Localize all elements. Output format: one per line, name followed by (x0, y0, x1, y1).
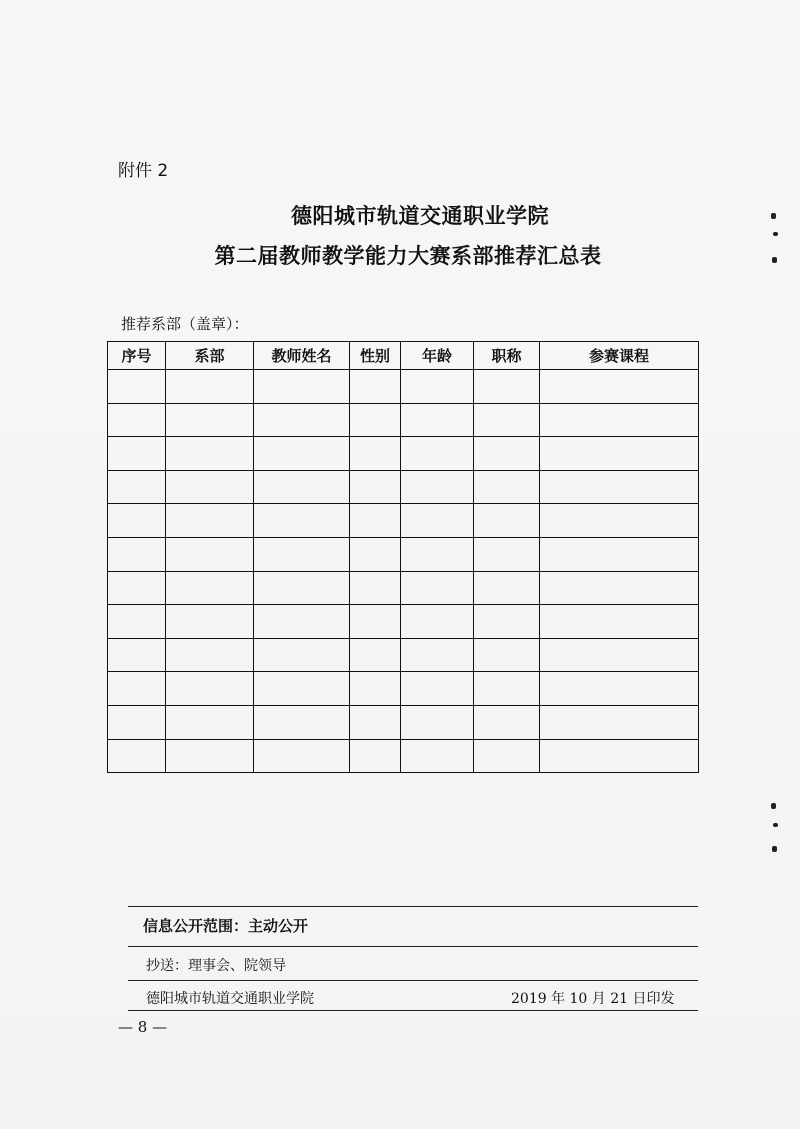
table-cell (166, 605, 254, 639)
header-course: 参赛课程 (540, 342, 699, 370)
table-cell (350, 504, 401, 538)
table-cell (350, 672, 401, 706)
table-cell (108, 705, 166, 739)
table-cell (401, 504, 474, 538)
table-cell (254, 705, 350, 739)
table-cell (401, 537, 474, 571)
header-serial: 序号 (108, 342, 166, 370)
footer-divider-1 (128, 946, 698, 947)
table-row (108, 403, 699, 437)
table-cell (540, 370, 699, 404)
table-cell (401, 672, 474, 706)
table-cell (350, 403, 401, 437)
header-age: 年龄 (401, 342, 474, 370)
table-body (108, 370, 699, 773)
footer-divider-bottom (128, 1010, 698, 1011)
table-row (108, 504, 699, 538)
table-cell (166, 437, 254, 471)
table-cell (474, 571, 540, 605)
table-cell (166, 638, 254, 672)
footer-divider-top (128, 906, 698, 907)
table-cell (166, 470, 254, 504)
issuing-organization: 德阳城市轨道交通职业学院 (146, 991, 314, 1007)
table-cell (254, 571, 350, 605)
table-cell (540, 638, 699, 672)
table-cell (401, 739, 474, 773)
table-cell (474, 638, 540, 672)
table-cell (166, 504, 254, 538)
table-cell (350, 470, 401, 504)
table-cell (254, 403, 350, 437)
page-number: — 8 — (118, 1018, 168, 1036)
table-row (108, 437, 699, 471)
table-cell (166, 403, 254, 437)
table-cell (108, 537, 166, 571)
binding-hole-mark (773, 232, 778, 236)
issue-date: 2019 年 10 月 21 日印发 (511, 991, 675, 1007)
table-cell (474, 470, 540, 504)
table-cell (401, 370, 474, 404)
binding-hole-mark (771, 803, 776, 809)
table-cell (166, 571, 254, 605)
table-cell (540, 437, 699, 471)
department-label: 推荐系部（盖章）： (121, 315, 249, 333)
table-cell (474, 403, 540, 437)
table-cell (166, 739, 254, 773)
table-cell (540, 605, 699, 639)
table-row (108, 638, 699, 672)
table-cell (401, 571, 474, 605)
table-cell (474, 705, 540, 739)
table-row (108, 739, 699, 773)
table-cell (474, 437, 540, 471)
table-cell (108, 739, 166, 773)
table-cell (108, 672, 166, 706)
table-cell (166, 672, 254, 706)
table-cell (108, 504, 166, 538)
table-cell (401, 605, 474, 639)
table-cell (474, 739, 540, 773)
document-title-line2: 第二届教师教学能力大赛系部推荐汇总表 (214, 244, 602, 268)
header-teacher-name: 教师姓名 (254, 342, 350, 370)
table-cell (540, 571, 699, 605)
table-row (108, 370, 699, 404)
table-cell (401, 403, 474, 437)
attachment-label: 附件 2 (118, 161, 169, 181)
footer-divider-2 (128, 980, 698, 981)
table-cell (254, 605, 350, 639)
table-cell (350, 605, 401, 639)
disclosure-scope: 信息公开范围：主动公开 (143, 917, 309, 935)
table-cell (108, 403, 166, 437)
table-cell (254, 437, 350, 471)
table-cell (540, 705, 699, 739)
table-cell (401, 705, 474, 739)
table-cell (474, 504, 540, 538)
table-header-row (108, 342, 699, 370)
table-cell (540, 739, 699, 773)
table-cell (254, 504, 350, 538)
table-cell (350, 370, 401, 404)
table-row (108, 571, 699, 605)
table-row (108, 605, 699, 639)
table-cell (401, 638, 474, 672)
document-title-line1: 德阳城市轨道交通职业学院 (291, 204, 549, 228)
table-cell (350, 437, 401, 471)
table-cell (254, 739, 350, 773)
table-cell (254, 638, 350, 672)
table-cell (540, 504, 699, 538)
table-row (108, 672, 699, 706)
table-cell (254, 537, 350, 571)
binding-hole-mark (773, 823, 778, 827)
table-cell (401, 437, 474, 471)
table-cell (108, 638, 166, 672)
table-cell (108, 437, 166, 471)
table-cell (474, 370, 540, 404)
table-cell (350, 571, 401, 605)
cc-recipients: 抄送：理事会、院领导 (146, 958, 286, 974)
binding-hole-mark (772, 846, 777, 852)
table-cell (350, 638, 401, 672)
table-row (108, 705, 699, 739)
table-cell (540, 672, 699, 706)
table-cell (350, 705, 401, 739)
table-cell (108, 370, 166, 404)
header-gender: 性别 (350, 342, 401, 370)
table-cell (540, 537, 699, 571)
header-department: 系部 (166, 342, 254, 370)
table-cell (254, 470, 350, 504)
table-cell (108, 470, 166, 504)
table-cell (254, 370, 350, 404)
table-cell (401, 470, 474, 504)
table-cell (108, 571, 166, 605)
table-cell (166, 370, 254, 404)
table-row (108, 470, 699, 504)
header-title: 职称 (474, 342, 540, 370)
recommendation-table (107, 341, 699, 773)
binding-hole-mark (771, 213, 776, 219)
table-cell (254, 672, 350, 706)
table-cell (540, 403, 699, 437)
table-cell (540, 470, 699, 504)
table-cell (474, 605, 540, 639)
table-row (108, 537, 699, 571)
binding-hole-mark (772, 257, 777, 263)
table-cell (108, 605, 166, 639)
table-cell (350, 739, 401, 773)
table-cell (474, 537, 540, 571)
table-cell (474, 672, 540, 706)
table-cell (350, 537, 401, 571)
table-cell (166, 705, 254, 739)
table-cell (166, 537, 254, 571)
